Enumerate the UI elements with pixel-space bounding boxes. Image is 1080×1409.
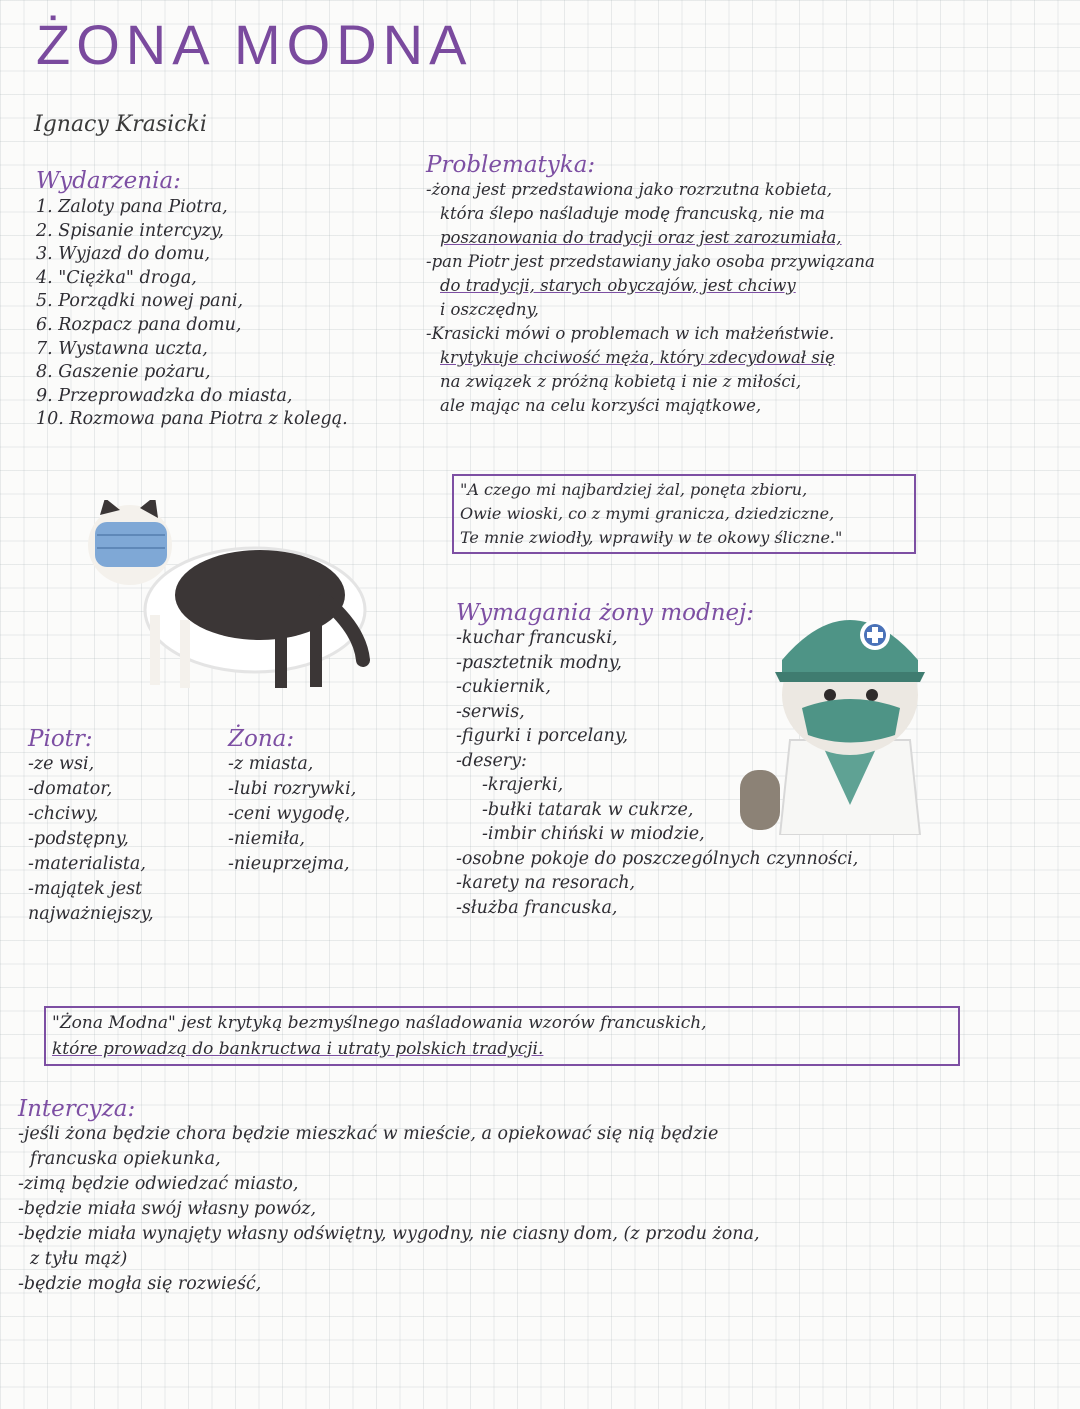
problems-line: ale mając na celu korzyści majątkowe,	[440, 396, 762, 415]
problems-text	[426, 178, 986, 418]
cat-doctor-illustration	[720, 590, 970, 835]
requirements-heading: Wymagania żony modnej:	[456, 600, 755, 626]
quote-box	[452, 474, 916, 554]
intercyza-line: -będzie mogła się rozwieść,	[18, 1274, 262, 1294]
piotr-section	[28, 726, 228, 927]
list-item: -figurki i porcelany,	[456, 726, 629, 746]
intercyza-line: francuska opiekunka,	[30, 1149, 221, 1169]
intercyza-section	[18, 1096, 1018, 1297]
list-item: -lubi rozrywki,	[228, 779, 357, 799]
list-item: 6. Rozpacz pana domu,	[36, 314, 242, 335]
events-section	[36, 168, 416, 432]
problems-line: na związek z próżną kobietą i nie z miłości,	[440, 372, 802, 391]
list-item: -kuchar francuski,	[456, 628, 618, 648]
problems-line: poszanowania do tradycji oraz jest zarozumiała,	[440, 228, 842, 247]
events-list	[36, 196, 416, 432]
list-item: -ze wsi,	[28, 754, 95, 774]
list-item: -bułki tatarak w cukrze,	[482, 799, 694, 820]
quote-line: Te mnie zwiodły, wprawiły w te okowy śliczne."	[460, 528, 843, 547]
summary-box	[44, 1006, 960, 1066]
summary-line: "Żona Modna" jest krytyką bezmyślnego naśladowania wzorów francuskich,	[52, 1013, 707, 1033]
quote-line: Owie wioski, co z mymi granicza, dziedziczne,	[460, 504, 835, 523]
zona-section	[228, 726, 428, 877]
events-heading: Wydarzenia:	[36, 168, 181, 194]
problems-line: która ślepo naśladuje modę francuską, nie ma	[440, 204, 825, 223]
list-item: -domator,	[28, 779, 113, 799]
cat-with-mask-illustration	[55, 500, 370, 705]
intercyza-line: z tyłu mąż)	[30, 1249, 128, 1269]
list-item: -nieuprzejma,	[228, 854, 350, 874]
author: Ignacy Krasicki	[34, 112, 207, 137]
list-item: -pasztetnik modny,	[456, 652, 622, 673]
problems-heading: Problematyka:	[426, 152, 596, 178]
problems-line: -żona jest przedstawiona jako rozrzutna kobieta,	[426, 180, 833, 199]
intercyza-line: -zimą będzie odwiedzać miasto,	[18, 1174, 299, 1194]
problems-line: i oszczędny,	[440, 300, 539, 319]
list-item: -służba francuska,	[456, 897, 618, 918]
list-item: -krajerki,	[482, 775, 564, 795]
list-item: 5. Porządki nowej pani,	[36, 291, 244, 312]
problems-section	[426, 152, 986, 418]
problems-line: do tradycji, starych obyczajów, jest chciwy	[440, 276, 796, 295]
zona-heading: Żona:	[228, 726, 295, 752]
list-item: 7. Wystawna uczta,	[36, 338, 208, 359]
list-item: 1. Zaloty pana Piotra,	[36, 197, 228, 217]
list-item: 10. Rozmowa pana Piotra z kolegą.	[36, 409, 348, 430]
list-item: 8. Gaszenie pożaru,	[36, 362, 211, 383]
page-title: ŻONA MODNA	[36, 13, 473, 76]
list-item: 3. Wyjazd do domu,	[36, 244, 211, 265]
summary-line: które prowadzą do bankructwa i utraty polskich tradycji.	[52, 1039, 544, 1059]
quote-line: "A czego mi najbardziej żal, ponęta zbioru,	[460, 480, 808, 499]
zona-list	[228, 752, 428, 877]
list-item: -osobne pokoje do poszczególnych czynności,	[456, 848, 859, 869]
list-item: -niemiła,	[228, 829, 305, 849]
list-item: -majątek jest	[28, 879, 143, 899]
list-item: 9. Przeprowadzka do miasta,	[36, 385, 293, 406]
intercyza-line: -będzie miała wynajęty własny odświętny, wygodny, nie ciasny dom, (z przodu żona,	[18, 1224, 760, 1244]
list-item: -cukiernik,	[456, 677, 551, 697]
list-item: -serwis,	[456, 701, 525, 722]
list-item: -karety na resorach,	[456, 873, 636, 893]
list-item: najważniejszy,	[28, 904, 154, 924]
list-item: -z miasta,	[228, 754, 314, 774]
list-item: -desery:	[456, 750, 527, 771]
piotr-list	[28, 752, 228, 927]
intercyza-text	[18, 1122, 1018, 1297]
list-item: -materialista,	[28, 854, 146, 874]
list-item: -chciwy,	[28, 804, 99, 824]
intercyza-heading: Intercyza:	[18, 1096, 136, 1122]
intercyza-line: -będzie miała swój własny powóz,	[18, 1199, 317, 1219]
problems-line: -pan Piotr jest przedstawiany jako osoba przywiązana	[426, 252, 875, 271]
list-item: 4. "Ciężka" droga,	[36, 267, 197, 288]
problems-line: -Krasicki mówi o problemach w ich małżeństwie.	[426, 324, 835, 343]
piotr-heading: Piotr:	[28, 726, 93, 752]
list-item: -podstępny,	[28, 829, 129, 849]
intercyza-line: -jeśli żona będzie chora będzie mieszkać w mieście, a opiekować się nią będzie	[18, 1124, 719, 1144]
list-item: -ceni wygodę,	[228, 804, 351, 824]
problems-line: krytykuje chciwość męża, który zdecydował się	[440, 348, 835, 367]
list-item: 2. Spisanie intercyzy,	[36, 220, 224, 241]
list-item: -imbir chiński w miodzie,	[482, 824, 705, 844]
